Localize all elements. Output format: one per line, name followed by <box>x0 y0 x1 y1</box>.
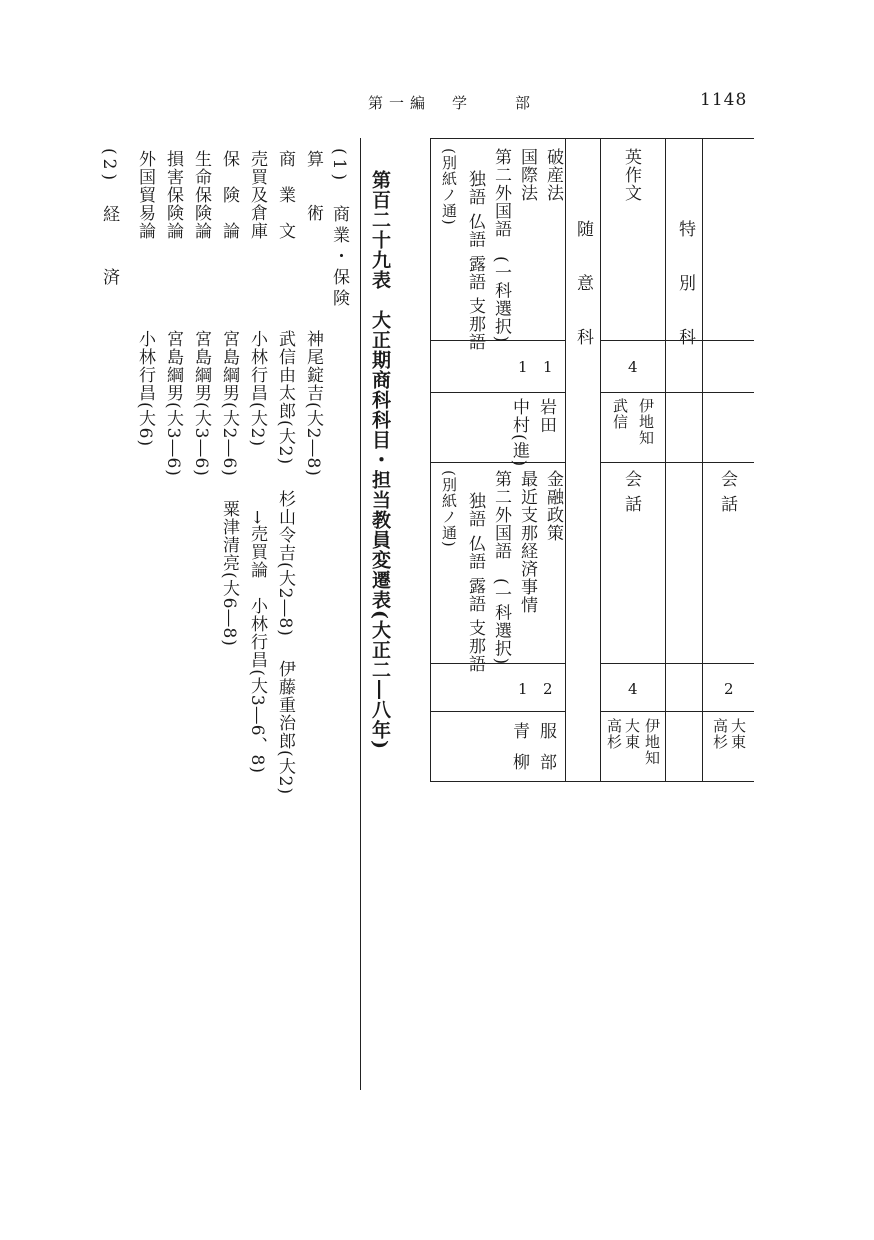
special-subject-c: 会話 <box>717 470 737 520</box>
subject-seimei: 生命保険論 <box>191 150 211 240</box>
category-special: 特 別 科 <box>675 220 695 355</box>
teacher-awazu: 粟津清亮(大6―8) <box>219 500 239 647</box>
special-teacher-takasugi-2: 高杉 <box>711 718 729 750</box>
row-rule-2b <box>600 392 754 393</box>
section-1-heading: (1) 商業・保険 <box>329 148 349 311</box>
page-number: 1148 <box>700 90 748 110</box>
subject-boeki: 外国貿易論 <box>135 150 155 240</box>
row-rule-5b <box>600 711 754 712</box>
credit-a-2: 1 <box>518 358 528 376</box>
special-teacher-ijichi-2: 伊地知 <box>643 718 661 766</box>
teacher-sugiyama: 杉山令吉(大2―8) <box>275 490 295 637</box>
table-divider-4 <box>702 138 703 781</box>
row-rule-3 <box>430 462 565 463</box>
special-subject-a: 英作文 <box>621 148 641 202</box>
row-rule-5 <box>430 711 565 712</box>
row-rule-2 <box>430 392 565 393</box>
teacher-ito: 伊藤重治郎(大2) <box>275 660 295 796</box>
table-title: 第百二十九表 大正期商科科目・担当教員変遷表(大正二―八年) <box>369 170 391 750</box>
row-rule-4b <box>600 663 754 664</box>
table-divider-2 <box>600 138 601 781</box>
teacher-miyajima-3: 宮島綱男(大3―6) <box>163 330 183 477</box>
teacher-iwata: 岩田 <box>536 398 556 434</box>
teacher-miyajima-2: 宮島綱男(大3―6) <box>191 330 211 477</box>
credit-b-2: 2 <box>543 680 553 698</box>
subject-baibai: 売買及倉庫 <box>247 150 267 240</box>
table-left-rule <box>430 138 431 781</box>
special-credit-b: 4 <box>628 680 638 698</box>
subject-sanjutsu: 算 術 <box>303 150 323 222</box>
section-divider <box>360 138 361 1090</box>
credit-a-1: 1 <box>543 358 553 376</box>
teacher-aoyagi: 青柳 <box>509 722 529 784</box>
teacher-hattori: 服部 <box>536 722 556 784</box>
column-b-subjects: 金融政策 最近支那経済事情 第二外国語 (一科選択) 独語 仏語 露語 支那語 (別紙ノ通) <box>440 470 563 674</box>
table-divider-3 <box>665 138 666 781</box>
column-a-subjects: 破産法 国際法 第二外国語 (一科選択) 独語 仏語 露語 支那語 (別紙ノ通) <box>440 148 563 352</box>
category-optional: 随 意 科 <box>573 220 593 355</box>
subject-hoken: 保 険 論 <box>219 150 239 240</box>
special-credit-a: 4 <box>628 358 638 376</box>
subject-shogyobun: 商 業 文 <box>275 150 295 240</box>
teacher-kamio: 神尾錠吉(大2―8) <box>303 330 323 477</box>
teacher-nakamura: 中村(進) <box>509 398 529 468</box>
teacher-kobayashi-1: 小林行昌(大2) <box>247 330 267 448</box>
special-teacher-ijichi: 伊地知 <box>637 398 655 446</box>
teacher-miyajima-1: 宮島綱男(大2―6) <box>219 330 239 477</box>
special-teacher-daito-2: 大東 <box>729 718 747 750</box>
row-rule-3b <box>600 462 754 463</box>
teacher-takenobu: 武信由太郎(大2) <box>275 330 295 466</box>
special-teacher-takenobu: 武信 <box>611 398 629 430</box>
special-credit-c: 2 <box>724 680 734 698</box>
subject-songai: 損害保険論 <box>163 150 183 240</box>
teacher-kobayashi-baibai: →売買論 小林行昌(大3―6、8) <box>247 510 267 774</box>
credit-b-1: 1 <box>518 680 528 698</box>
table-bottom-rule <box>430 781 754 782</box>
section-2-heading: (2) 経 済 <box>99 148 119 290</box>
running-header: 第一編 学 部 <box>368 94 537 112</box>
teacher-kobayashi-2: 小林行昌(大6) <box>135 330 155 448</box>
table-top-rule <box>430 138 754 139</box>
special-teacher-takasugi: 高杉 <box>605 718 623 750</box>
special-subject-b: 会話 <box>621 470 641 520</box>
special-teacher-daito: 大東 <box>623 718 641 750</box>
